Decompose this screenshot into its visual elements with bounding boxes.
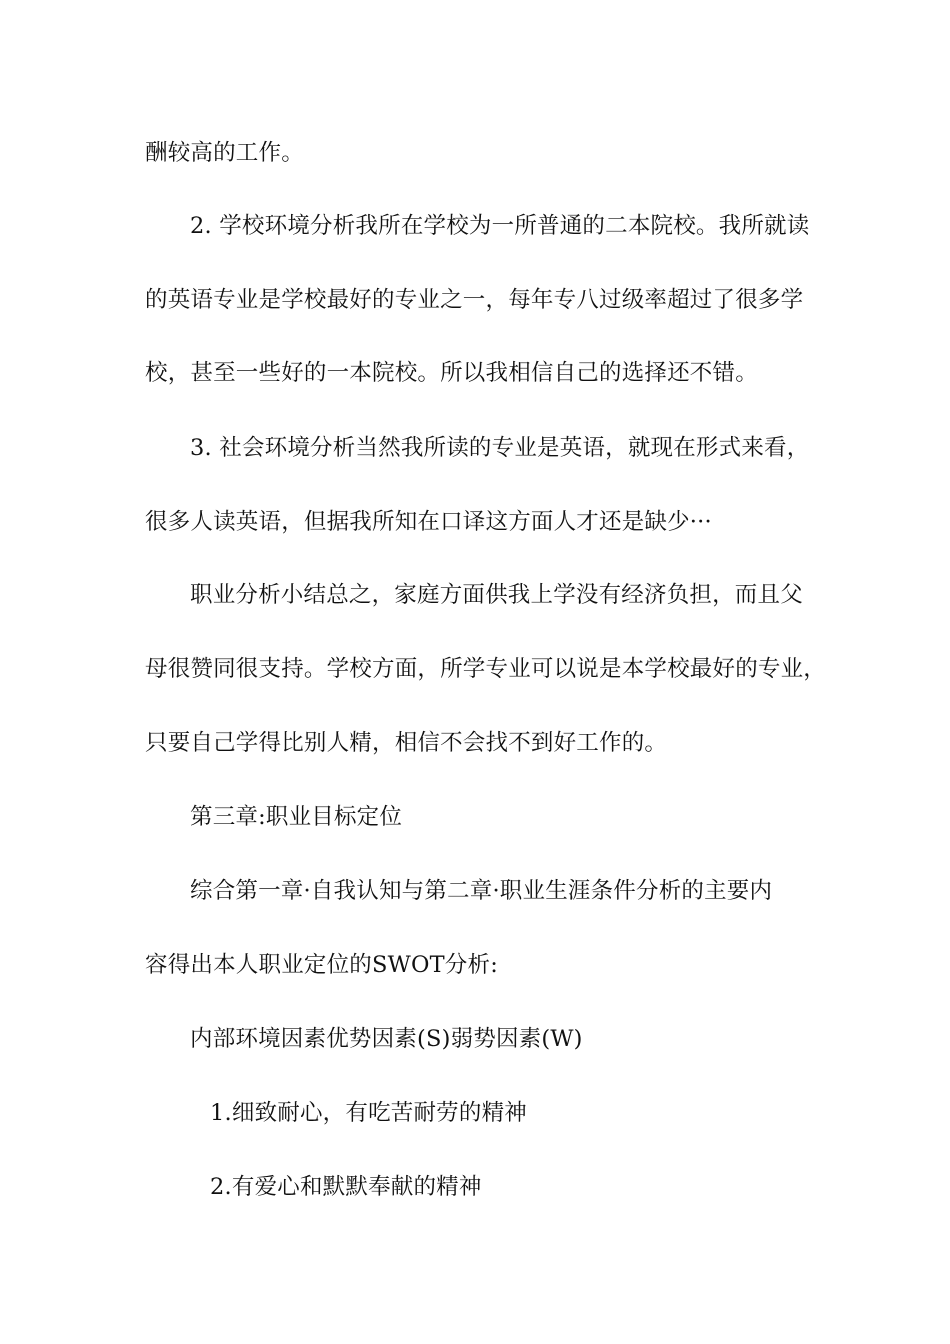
paragraph-line: 很多人读英语，但据我所知在口译这方面人才还是缺少··· <box>145 509 712 535</box>
list-item: 2.有爱心和默默奉献的精神 <box>210 1174 482 1200</box>
list-item: 1.细致耐心，有吃苦耐劳的精神 <box>210 1100 527 1126</box>
paragraph-line: 2. 学校环境分析我所在学校为一所普通的二本院校。我所就读 <box>190 213 810 239</box>
paragraph-line: 母很赞同很支持。学校方面，所学专业可以说是本学校最好的专业， <box>145 656 827 682</box>
paragraph-line: 的英语专业是学校最好的专业之一，每年专八过级率超过了很多学 <box>145 287 804 313</box>
paragraph-line: 3. 社会环境分析当然我所读的专业是英语，就现在形式来看， <box>190 435 810 461</box>
paragraph-line: 职业分析小结总之，家庭方面供我上学没有经济负担，而且父 <box>190 582 803 608</box>
paragraph-line: 综合第一章·自我认知与第二章·职业生涯条件分析的主要内 <box>190 878 773 904</box>
paragraph-line: 只要自己学得比别人精，相信不会找不到好工作的。 <box>145 730 668 756</box>
paragraph-line: 酬较高的工作。 <box>145 140 304 166</box>
paragraph-line: 容得出本人职业定位的SWOT分析: <box>145 952 498 978</box>
paragraph-line: 内部环境因素优势因素(S)弱势因素(W) <box>190 1026 583 1052</box>
chapter-heading: 第三章:职业目标定位 <box>190 804 403 830</box>
paragraph-line: 校，甚至一些好的一本院校。所以我相信自己的选择还不错。 <box>145 360 758 386</box>
